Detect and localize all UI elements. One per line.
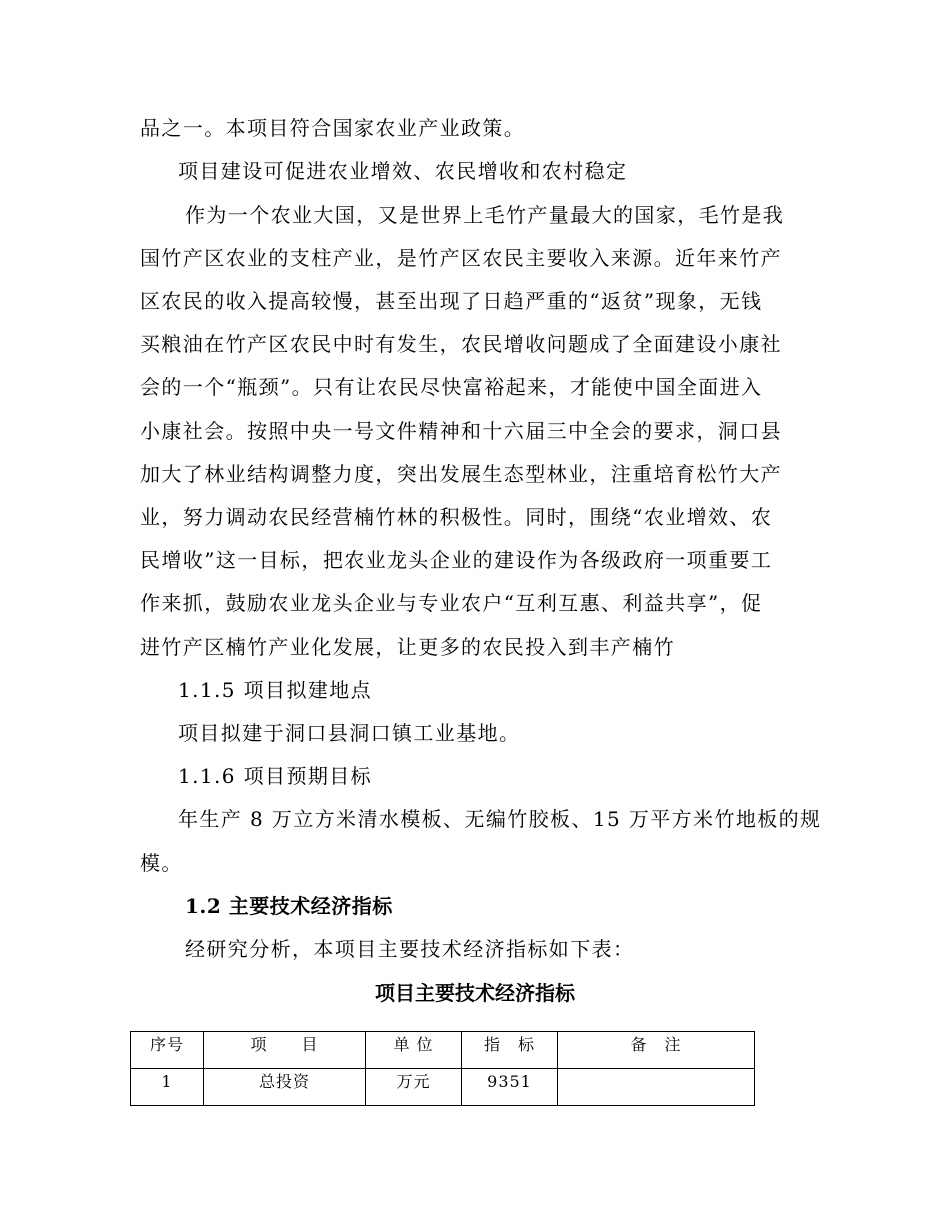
paragraph-line: 作为一个农业大国，又是世界上毛竹产量最大的国家，毛竹是我: [185, 203, 785, 227]
paragraph-line: 业，努力调动农民经营楠竹林的积极性。同时，围绕“农业增效、农: [140, 505, 773, 529]
cell-value: 9351: [462, 1069, 558, 1106]
table-title: 项目主要技术经济指标: [375, 981, 575, 1005]
section-heading-1-1-5: 1.1.5 项目拟建地点: [178, 678, 373, 702]
paragraph-line: 项目拟建于洞口县洞口镇工业基地。: [178, 721, 521, 745]
section-heading-1-2: 1.2 主要技术经济指标: [185, 894, 393, 918]
cell-index: 1: [131, 1069, 204, 1106]
paragraph-line: 模。: [140, 851, 183, 875]
paragraph-line: 项目建设可促进农业增效、农民增收和农村稳定: [178, 159, 628, 183]
header-cell-remark: 备 注: [558, 1032, 755, 1069]
paragraph-line: 经研究分析，本项目主要技术经济指标如下表：: [185, 937, 635, 961]
cell-item: 总投资: [204, 1069, 366, 1106]
cell-remark: [558, 1069, 755, 1106]
header-cell-value: 指 标: [462, 1032, 558, 1069]
paragraph-line: 品之一。本项目符合国家农业产业政策。: [140, 116, 526, 140]
cell-unit: 万元: [366, 1069, 462, 1106]
paragraph-line: 作来抓，鼓励农业龙头企业与专业农户“互利互惠、利益共享”，促: [140, 591, 763, 615]
paragraph-line: 民增收”这一目标，把农业龙头企业的建设作为各级政府一项重要工: [140, 548, 773, 572]
paragraph-line: 小康社会。按照中央一号文件精神和十六届三中全会的要求，洞口县: [140, 419, 782, 443]
indicators-table: [130, 1031, 755, 1106]
paragraph-line: 进竹产区楠竹产业化发展，让更多的农民投入到丰产楠竹: [140, 635, 675, 659]
table-header-row: [131, 1032, 755, 1069]
paragraph-line: 区农民的收入提高较慢，甚至出现了日趋严重的“返贫”现象，无钱: [140, 289, 763, 313]
paragraph-line: 会的一个“瓶颈”。只有让农民尽快富裕起来，才能使中国全面进入: [140, 375, 763, 399]
paragraph-line: 国竹产区农业的支柱产业，是竹产区农民主要收入来源。近年来竹产: [140, 246, 782, 270]
header-cell-item: 项 目: [204, 1032, 366, 1069]
paragraph-line: 加大了林业结构调整力度，突出发展生态型林业，注重培育松竹大产: [140, 462, 782, 486]
section-heading-1-1-6: 1.1.6 项目预期目标: [178, 764, 373, 788]
header-cell-index: 序号: [131, 1032, 204, 1069]
table-row: [131, 1069, 755, 1106]
header-cell-unit: 单 位: [366, 1032, 462, 1069]
paragraph-line: 年生产 8 万立方米清水模板、无编竹胶板、15 万平方米竹地板的规: [178, 807, 822, 831]
paragraph-line: 买粮油在竹产区农民中时有发生，农民增收问题成了全面建设小康社: [140, 332, 782, 356]
